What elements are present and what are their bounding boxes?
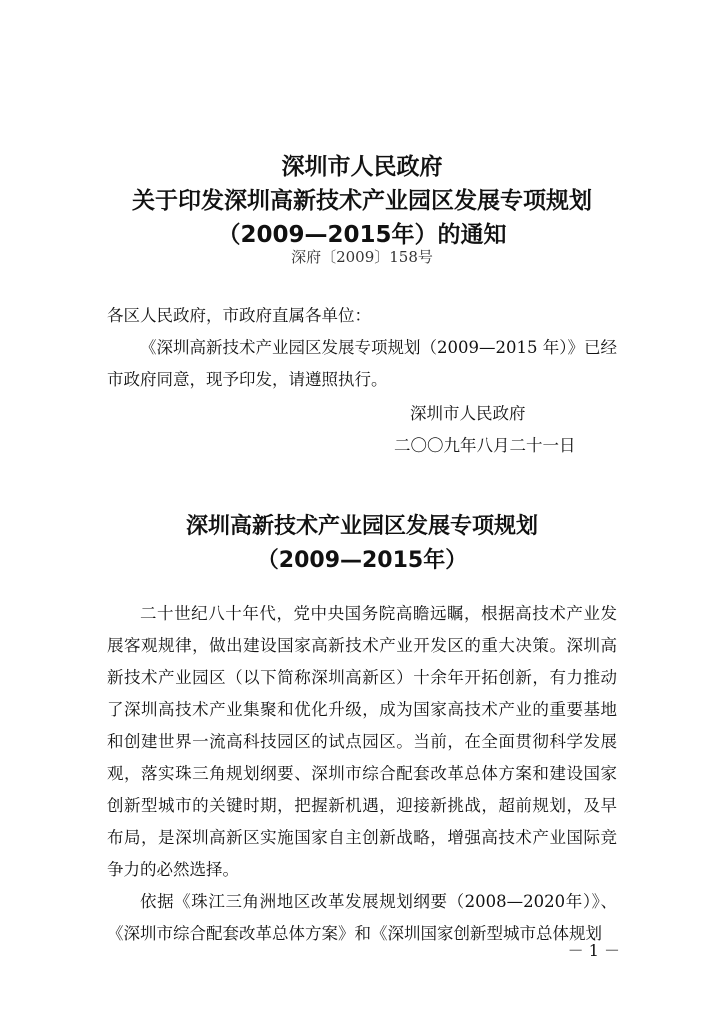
plan-title-line-2: （2009—2015年） <box>256 548 468 573</box>
notice-body: 《深圳高新技术产业园区发展专项规划（2009—2015 年）》已经市政府同意，现予印发，请遵照执行。 <box>107 338 617 389</box>
document-number: 深府〔2009〕158号 <box>291 248 433 266</box>
plan-title-line-1: 深圳高新技术产业园区发展专项规划 <box>185 514 538 539</box>
notice-title-line-2: 关于印发深圳高新技术产业园区发展专项规划 <box>132 188 592 214</box>
signature-date: 二〇〇九年八月二十一日 <box>394 436 576 455</box>
notice-title-line-1: 深圳市人民政府 <box>281 154 443 180</box>
plan-paragraph-2: 依据《珠江三角洲地区改革发展规划纲要（2008—2020年）》、《深圳市综合配套改革总体方案》和《深圳国家创新型城市总体规划 <box>107 892 617 943</box>
plan-body <box>107 598 617 950</box>
salutation: 各区人民政府，市政府直属各单位： <box>107 306 371 325</box>
notice-title <box>0 150 724 252</box>
signature-organization: 深圳市人民政府 <box>410 404 526 423</box>
page-number: － 1 － <box>567 941 620 960</box>
plan-paragraph-1: 二十世纪八十年代，党中央国务院高瞻远瞩，根据高技术产业发展客观规律，做出建设国家高新技术产业开发区的重大决策。深圳高新技术产业园区（以下简称深圳高新区）十余年开拓创新，有力推动了深圳高技术产业集聚和优化升级，成为国家高技术产业的重要基地和创建世界一流高科技园区的试点园区。当前，在全面贯彻科学发展观，落实珠三角规划纲要、深圳市综合配套改革总体方案和建设国家创新型城市的关键时期，把握新机遇，迎接新挑战，超前规划，及早布局，是深圳高新区实施国家自主创新战略，增强高技术产业国际竞争力的必然选择。 <box>107 604 617 879</box>
plan-title <box>0 510 724 578</box>
notice-title-line-3: （2009—2015年）的通知 <box>217 222 507 248</box>
